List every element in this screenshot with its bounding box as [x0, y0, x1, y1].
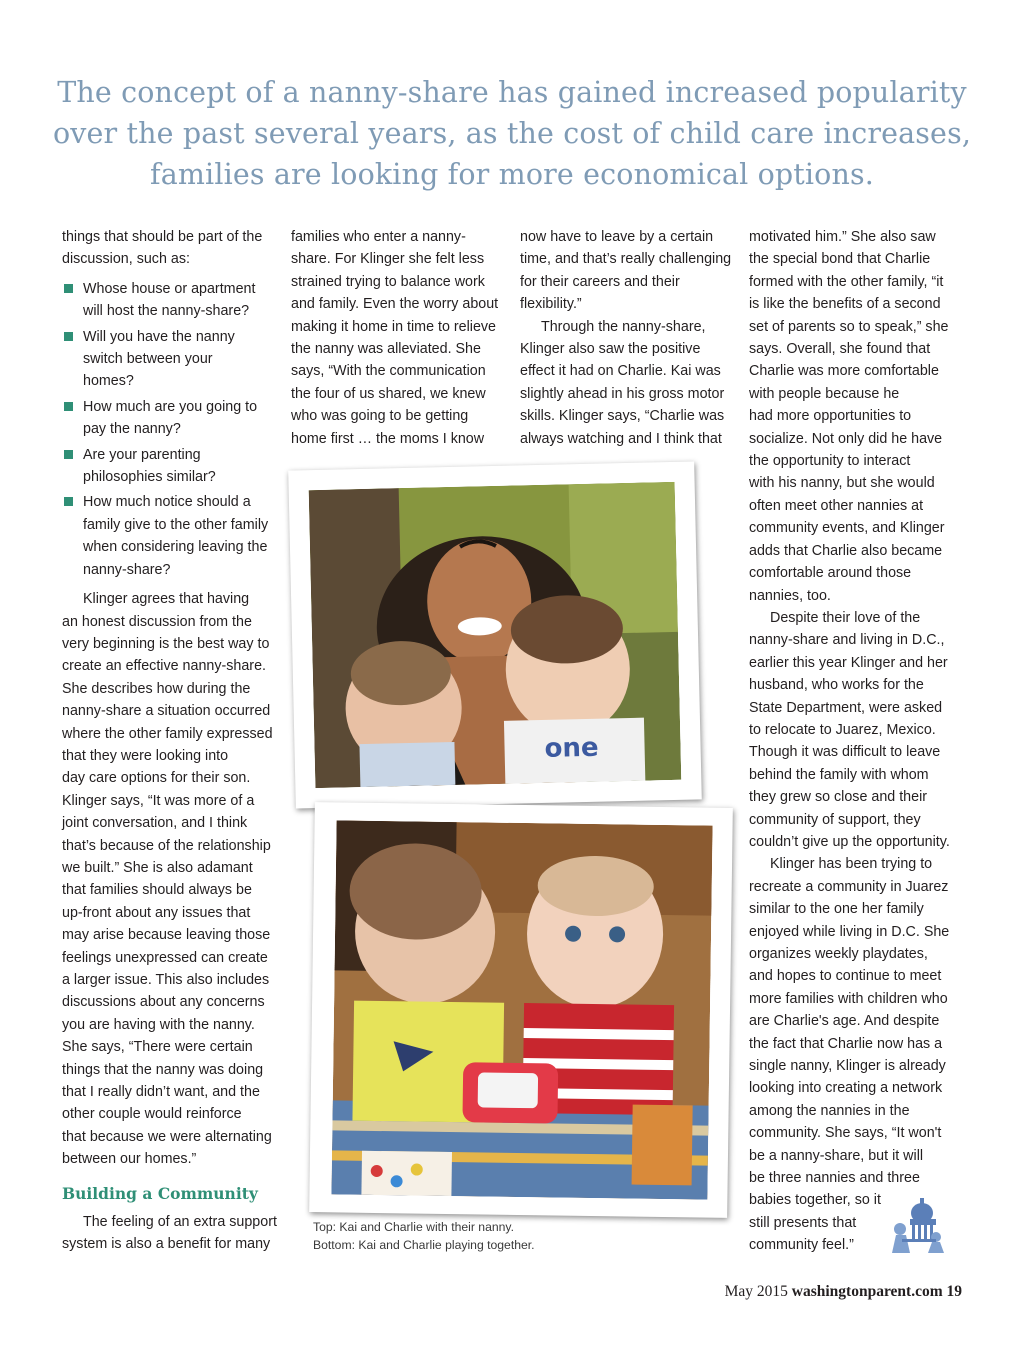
text-line: babies together, so it [749, 1192, 881, 1209]
list-item: Whose house or apartment will host the nanny-share? [62, 278, 277, 323]
text-line: Klinger has been trying to [770, 856, 933, 873]
list-item: How much notice should a family give to the other family when considering leaving the nanny-share? [62, 491, 277, 581]
text-line: that they were looking into [62, 747, 229, 764]
text-line: Despite their love of the [770, 609, 921, 626]
photo-babies-playing [309, 802, 733, 1218]
list-item: Will you have the nanny switch between your homes? [62, 326, 277, 393]
footer-issue: May 2015 [724, 1283, 788, 1300]
text-line: joint conversation, and I think [62, 815, 248, 832]
text-line: more families with children who [749, 990, 948, 1007]
text-line: nanny-share a situation occurred [62, 703, 271, 720]
text-line: effect it had on Charlie. Kai was [520, 363, 721, 380]
article-column-3 [520, 226, 735, 450]
text-line: create an effective nanny-share. [62, 658, 266, 675]
text-line: who was going to be getting [291, 408, 469, 425]
text-line: Klinger says, “It was more of a [62, 792, 255, 809]
photo-babies-illustration [331, 820, 712, 1199]
text-line: among the nannies in the [749, 1102, 910, 1119]
text-line: had more opportunities to [749, 408, 912, 425]
text-line: to relocate to Juarez, Mexico. [749, 721, 936, 738]
text-line: be a nanny-share, but it will [749, 1147, 924, 1164]
text-line: other couple would reinforce [62, 1106, 242, 1123]
question-list [62, 278, 277, 581]
text-line: things that the nanny was doing [62, 1061, 264, 1078]
text-line: very beginning is the best way to [62, 635, 270, 652]
pull-quote-line: families are looking for more economical options. [150, 158, 874, 191]
pull-quote [50, 72, 974, 195]
paragraph [62, 588, 277, 1171]
text-line: organizes weekly playdates, [749, 946, 928, 962]
text-line: time, and that’s really challenging [520, 251, 732, 268]
text-line: and hopes to continue to meet [749, 968, 942, 985]
text-line: comfortable around those [749, 565, 912, 582]
caption-bottom: Bottom: Kai and Charlie playing together. [313, 1238, 535, 1252]
text-line: She describes how during the [62, 680, 251, 697]
text-line: the nanny was alleviated. She [291, 341, 481, 358]
text-line: be three nannies and three [749, 1170, 920, 1187]
text-line: you are having with the nanny. [62, 1016, 255, 1033]
text-line: now have to leave by a certain [520, 229, 714, 245]
pull-quote-line: over the past several years, as the cost of child care increases, [52, 117, 972, 150]
text-line: nanny-share and living in D.C., [749, 632, 945, 649]
photo-image [309, 482, 682, 788]
photo-nanny-with-babies [288, 461, 702, 808]
page-footer [725, 1283, 962, 1301]
text-line: that I really didn’t want, and the [62, 1084, 260, 1101]
text-line: adds that Charlie also became [749, 542, 943, 559]
text-line: where the other family expressed [62, 725, 273, 742]
text-line: community. She says, “It won't [749, 1125, 942, 1142]
text-line: State Department, were asked [749, 699, 943, 716]
photo-nanny-illustration [309, 482, 682, 788]
paragraph [520, 226, 735, 316]
text-line: the four of us shared, we knew [291, 385, 486, 402]
text-line: set of parents so to speak,” she [749, 318, 949, 335]
text-line: that because we were alternating [62, 1128, 272, 1145]
pull-quote-line: The concept of a nanny-share has gained increased popularity [57, 76, 967, 109]
text-line: the fact that Charlie now has a [749, 1035, 943, 1052]
text-line: a larger issue. This also includes [62, 972, 270, 988]
page-number: 19 [946, 1283, 962, 1300]
paragraph [749, 226, 969, 607]
text-line: slightly ahead in his gross motor [520, 385, 725, 402]
text-line: similar to the one her family [749, 901, 924, 918]
text-line: Klinger also saw the positive [520, 341, 701, 358]
paragraph [291, 226, 506, 450]
text-line: they grew so close and their [749, 789, 928, 806]
text-line: looking into creating a network [749, 1080, 943, 1097]
text-line: formed with the other family, “it [749, 273, 944, 290]
text-line: flexibility.” [520, 296, 582, 313]
text-line: says. Overall, she found that [749, 341, 931, 358]
paragraph [520, 316, 735, 450]
text-line: the opportunity to interact [749, 453, 911, 470]
text-line: share. For Klinger she felt less [291, 251, 485, 268]
text-line: strained trying to balance work [291, 273, 485, 290]
bullet-square-icon [64, 284, 73, 293]
photo-image [331, 820, 712, 1199]
text-line: still presents that [749, 1214, 857, 1231]
text-line: and family. Even the worry about [291, 296, 499, 313]
text-line: the special bond that Charlie [749, 251, 931, 268]
article-column-1 [62, 226, 277, 1256]
text-line: enjoyed while living in D.C. She [749, 923, 950, 940]
text-line: says, “With the communication [291, 363, 486, 380]
text-line: community events, and Klinger [749, 520, 945, 537]
capitol-logo [888, 1195, 946, 1255]
text-line: community feel.” [749, 1237, 854, 1254]
text-line: for their careers and their [520, 273, 680, 290]
capitol-logo-icon [888, 1195, 946, 1255]
shirt-text: one [544, 732, 599, 764]
text-line: day care options for their son. [62, 770, 251, 787]
paragraph: The feeling of an extra support system is also a benefit for many [62, 1214, 277, 1253]
text-line: husband, who works for the [749, 677, 924, 694]
text-line: often meet other nannies at [749, 497, 924, 514]
footer-site: washingtonparent.com [791, 1283, 943, 1300]
text-line: discussions about any concerns [62, 994, 265, 1011]
text-line: Charlie was more comfortable [749, 363, 939, 380]
text-line: socialize. Not only did he have [749, 430, 943, 447]
text-line: that families should always be [62, 882, 252, 899]
text-line: an honest discussion from the [62, 613, 252, 630]
bullet-square-icon [64, 402, 73, 411]
text-line: are Charlie's age. And despite [749, 1013, 940, 1030]
text-line: feelings unexpressed can create [62, 949, 268, 966]
text-line: is like the benefits of a second [749, 296, 941, 313]
text-line: Klinger agrees that having [83, 591, 250, 608]
text-line: home first … the moms I know [291, 430, 485, 447]
paragraph [749, 607, 969, 853]
text-line: always watching and I think that [520, 430, 722, 447]
text-line: between our homes.” [62, 1151, 197, 1168]
list-item: Are your parenting philosophies similar? [62, 444, 277, 489]
text-line: with people because he [749, 385, 900, 402]
text-line: making it home in time to relieve [291, 318, 497, 335]
text-line: nannies, too. [749, 587, 831, 604]
text-line: up-front about any issues that [62, 904, 251, 921]
article-column-4 [749, 226, 969, 1257]
bullet-square-icon [64, 497, 73, 506]
text-line: motivated him.” She also saw [749, 229, 936, 245]
text-line: couldn’t give up the opportunity. [749, 833, 950, 850]
text-line: Through the nanny-share, [541, 318, 706, 335]
paragraph: things that should be part of the discussion, such as: [62, 229, 263, 268]
article-column-2 [291, 226, 506, 450]
text-line: families who enter a nanny- [291, 229, 466, 245]
section-subhead: Building a Community [62, 1183, 258, 1203]
text-line: skills. Klinger says, “Charlie was [520, 408, 725, 425]
text-line: recreate a community in Juarez [749, 878, 949, 895]
text-line: earlier this year Klinger and her [749, 654, 948, 671]
text-line: She says, “There were certain [62, 1039, 253, 1056]
text-line: that’s because of the relationship [62, 837, 271, 854]
list-item: How much are you going to pay the nanny? [62, 396, 277, 441]
text-line: Though it was difficult to leave [749, 744, 941, 761]
bullet-square-icon [64, 332, 73, 341]
text-line: we built.” She is also adamant [62, 859, 253, 876]
photo-caption [313, 1218, 535, 1254]
text-line: single nanny, Klinger is already [749, 1058, 946, 1075]
text-line: may arise because leaving those [62, 927, 271, 944]
text-line: behind the family with whom [749, 766, 929, 783]
bullet-square-icon [64, 450, 73, 459]
text-line: community of support, they [749, 811, 921, 828]
text-line: with his nanny, but she would [749, 475, 935, 492]
caption-top: Top: Kai and Charlie with their nanny. [313, 1220, 514, 1234]
